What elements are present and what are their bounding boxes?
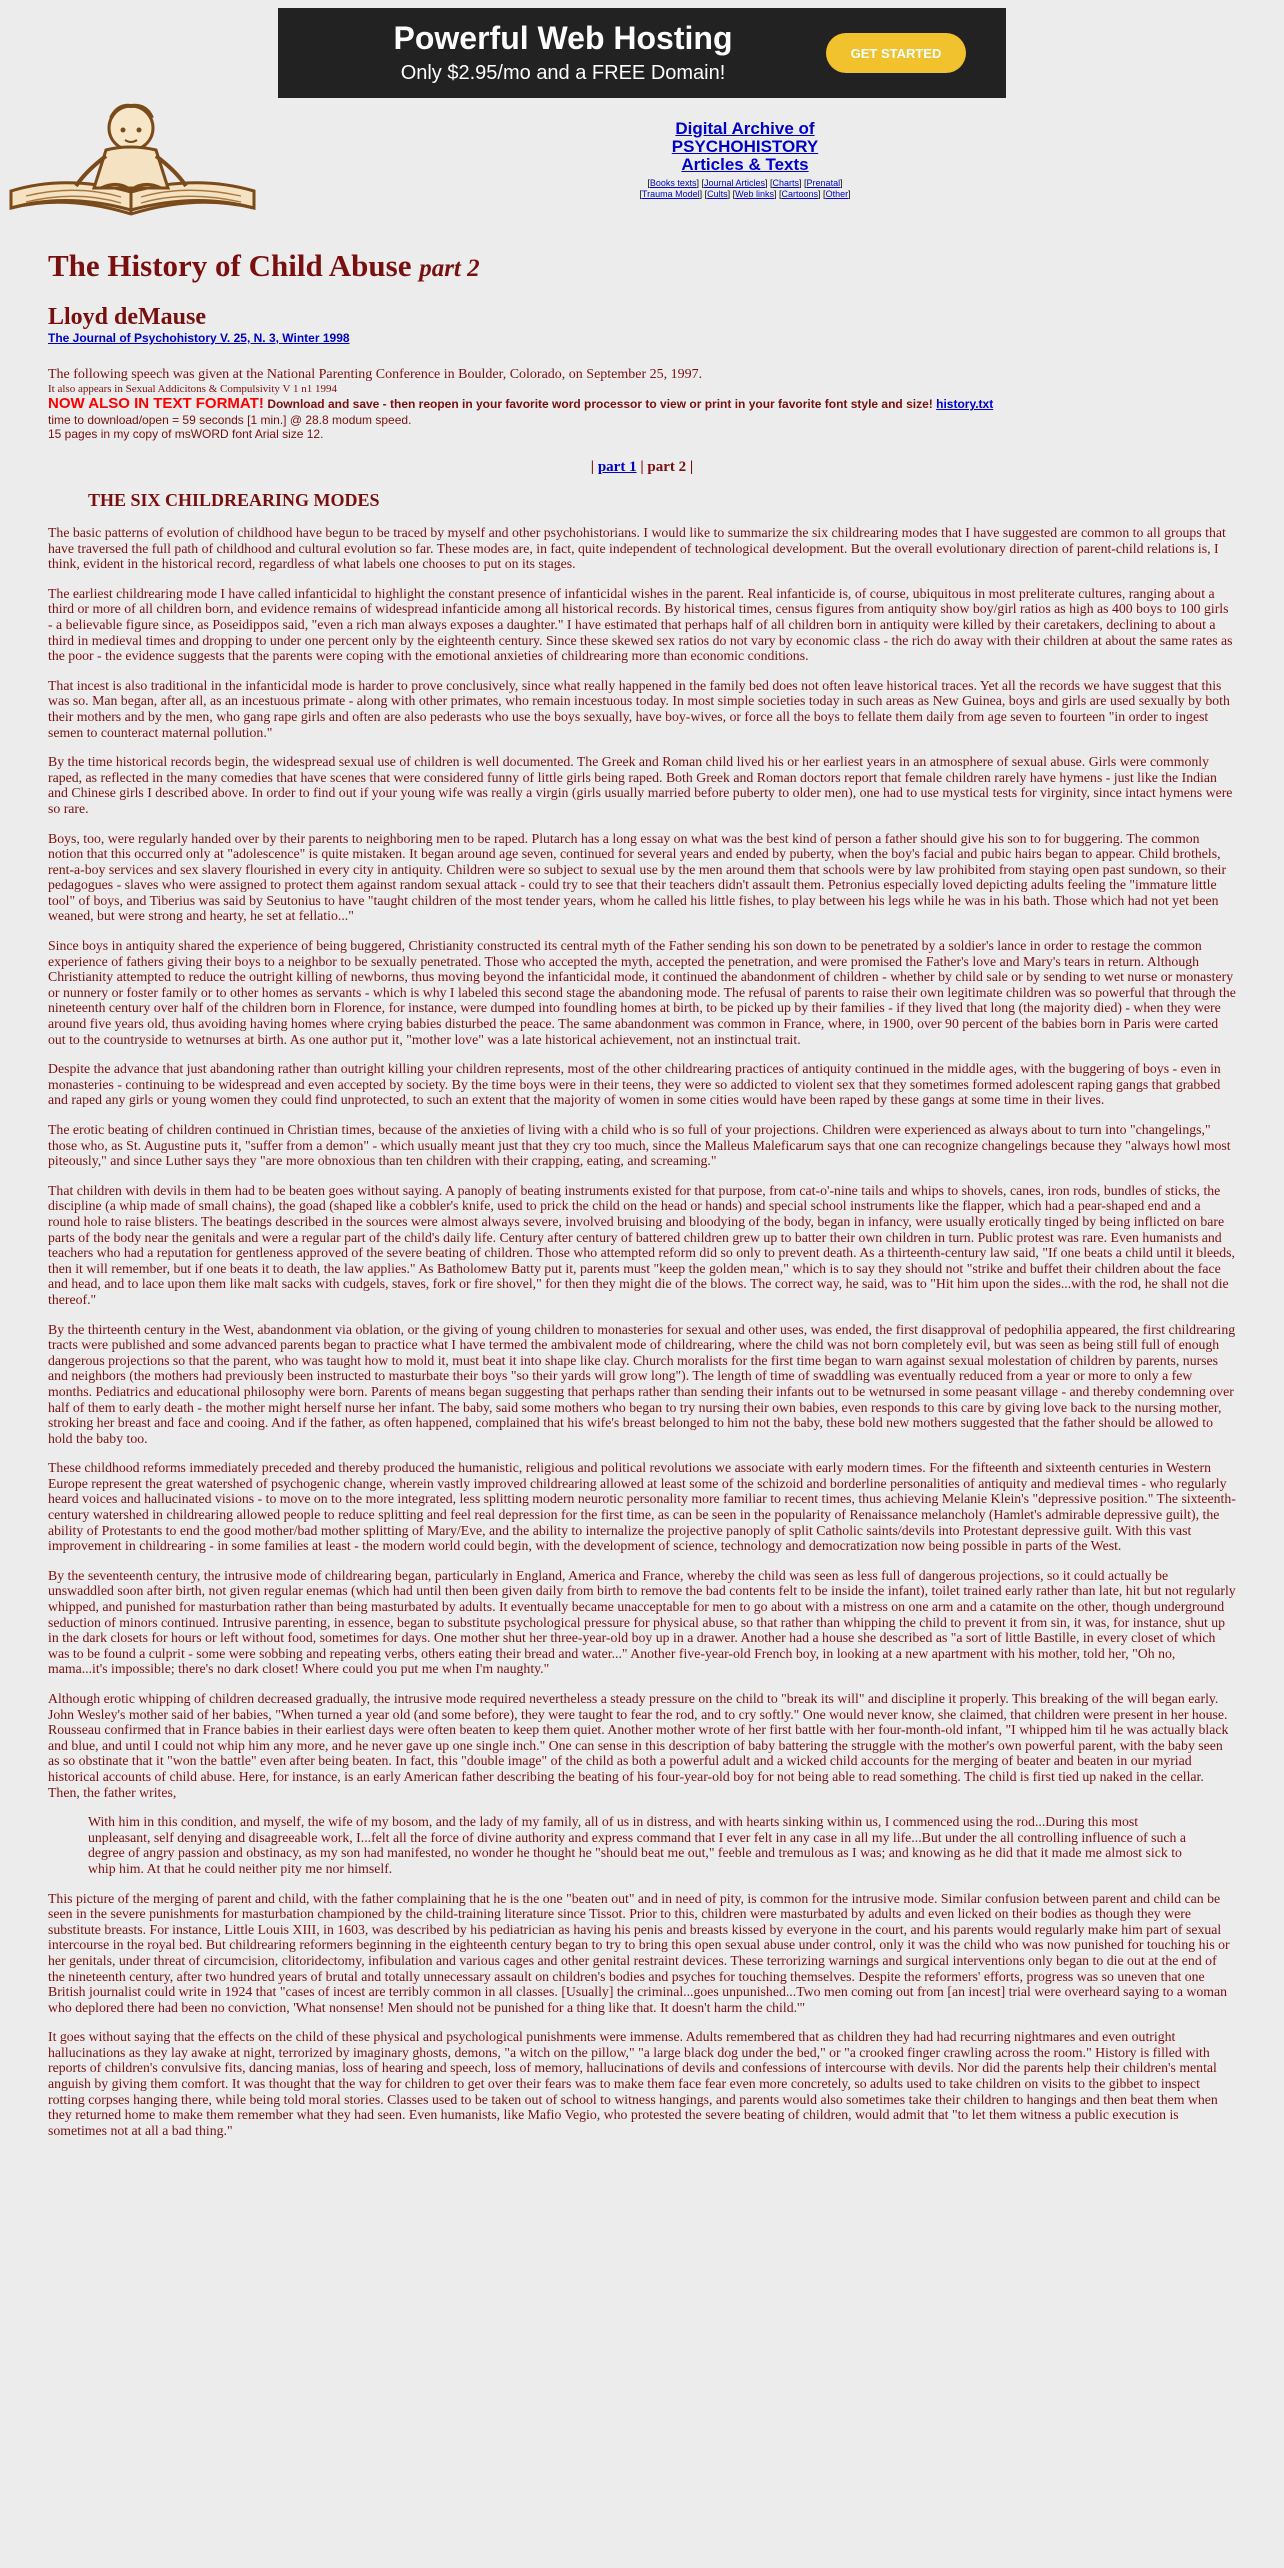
paragraph: By the thirteenth century in the West, abandonment via oblation, or the giving of young children to monasteries for sexual and other uses, was ended, the first disapproval of pedophilia appeared, the first childrearing tracts were published and some advanced parents began to practice what I have termed the ambivalent mode of childrearing, where the child was not born completely evil, but was seen as being still full of enough dangerous projections so that the parent, who was taught how to mold it, must beat it into shape like clay. Church moralists for the first time began to warn against sexual molestation of children by parents, nurses and neighbors (the mothers had previously been instructed to masturbate their boys "so their yards will grow long"). The length of time of swaddling was eventually reduced from a year or more to only a few months. Pediatrics and educational philosophy were born. Parents of means began suggesting that perhaps rather than sending their infants out to be wetnursed in some peasant village - and thereby condemning over half of them to early death - the mother might herself nurse her infant. The baby, said some mothers who began to try nursing their own babies, even responds to this care by giving love back to the nursing mother, stroking her breast and face and cooing. And if the father, as often happened, complained that his wife's breast belonged to him not the baby, these bold new mothers suggested that the father should be allowed to hold the baby too.: [48, 1321, 1236, 1446]
ad-title: Powerful Web Hosting: [393, 20, 733, 56]
archive-header: [600, 120, 890, 200]
journal-link[interactable]: The Journal of Psychohistory V. 25, N. 3, Winter 1998: [48, 331, 350, 345]
paragraph: By the seventeenth century, the intrusive mode of childrearing began, particularly in England, America and France, whereby the child was seen as less full of dangerous projections, so it could actually be unswaddled soon after birth, not given regular enemas (which had until then been given daily from birth to remove the bad contents felt to be inside the infant), toilet trained early rather than late, hit but not regularly whipped, and punished for masturbation rather than being masturbated by adults. It eventually became unacceptable for men to go about with a mistress on one arm and a catamite on the other, though underground seduction of minors continued. Intrusive parenting, in essence, began to substitute psychological pressure for physical abuse, so that rather than whipping the child to prevent it from sin, it was, for instance, shut up in the dark closets for hours or left without food, sometimes for days. One mother shut her three-year-old boy up in a drawer. Another had a house she described as "a sort of little Bastille, in every closet of which was to be found a culprit - some were sobbing and repeating verbs, others eating their bread and water..." Another five-year-old French boy, in looking at a new apartment with his mother, told her, "Oh no, mama...it's impossible; there's no dark closet! Where could you put me when I'm naughty.": [48, 1567, 1236, 1677]
paragraph: That incest is also traditional in the infanticidal mode is harder to prove conclusively, since what really happened in the family bed does not often leave historical traces. Yet all the records we have suggest that this was so. Man began, after all, as an incestuous primate - along with other primates, who remain incestuous today. In most simple societies today in such areas as New Guinea, boys and girls are used sexually by both their mothers and by the men, who gang rape girls and often are also pederasts who use the boys sexually, have boy-wives, or force all the boys to fellate them daily from age seven to fourteen "in order to ingest semen to counteract maternal pollution.": [48, 677, 1230, 740]
reading-child-logo: [6, 96, 260, 226]
nav-web-links[interactable]: Web links: [735, 189, 774, 199]
archive-link-line2[interactable]: PSYCHOHISTORY: [671, 137, 819, 156]
title-text: The History of Child Abuse: [48, 248, 412, 283]
paragraph: Since boys in antiquity shared the experience of being buggered, Christianity constructed its central myth of the Father sending his son down to be penetrated by a soldier's lance in order to restage the common experience of fathers giving their boys to a neighbor to be sexually penetrated. Those who accepted the myth, accepted the penetration, and were promised the Father's love and Mary's tears in return. Although Christianity attempted to reduce the outright killing of newborns, thus moving beyond the infanticidal mode, it continued the abandonment of children - whether by child sale or by sending to wet nurse or monastery or nunnery or foster family or to other homes as servants - which is why I labeled this second stage the abandoning mode. The refusal of parents to raise their own legitimate children was so powerful that through the nineteenth century over half of the children born in Florence, for instance, were dumped into foundling homes at birth, to be picked up by their families - if they lived that long (the majority died) - when they were around five years old, thus avoiding having homes where crying babies disturbed the peace. The same abandonment was common in France, where, in 1900, over 90 percent of the babies born in Paris were carted out to the countryside to wetnurses at birth. As one author put it, "mother love" was a late historical achievement, not an instinctual trait.: [48, 938, 1236, 1047]
paragraph: By the time historical records begin, the widespread sexual use of children is well documented. The Greek and Roman child lived his or her earliest years in an atmosphere of sexual abuse. Girls were commonly raped, as reflected in the many comedies that have scenes that were considered funny of little girls being raped. Both Greek and Roman doctors report that female children rarely have hymens - just like the Indian and Chinese girls I described above. In order to find out if your young wife was really a virgin (girls usually married before puberty to older men), one had to use mystical tests for virginity, since intact hymens were so rare.: [48, 754, 1233, 816]
ad-subtitle: Only $2.95/mo and a FREE Domain!: [400, 62, 726, 84]
paragraph: This picture of the merging of parent and child, with the father complaining that he is the one "beaten out" and in need of pity, is common for the intrusive mode. Similar confusion between parent and child can be seen in the severe punishments for masturbation championed by the child-training literature since Tissot. Prior to this, children were masturbated by adults and even licked on their bodies as though they were substitute breasts. For instance, Little Louis XIII, in 1603, was described by his pediatrician as having his penis and breasts kissed by everyone in the court, and his parents would regularly make him part of sexual intercourse in the royal bed. But childrearing reformers beginning in the eighteenth century began to try to bring this open sexual abuse under control, only it was the child who was now punished for touching his or her genitals, under threat of circumcision, clitoridectomy, infibulation and various cages and other genital restraint devices. These terrorizing warnings and surgical interventions only began to die out at the end of the nineteenth century, after two hundred years of brutal and totally unnecessary assault on children's bodies and psyches for touching themselves. Despite the reformers' efforts, progress was so uneven that one British journalist could write in 1924 that "cases of incest are terribly common in all classes. [Usually] the criminal...goes unpunished...Two men coming out from [an incest] trial were overheard saying to a woman who deplored there had been no conviction, 'What nonsense! Men should not be punished for a thing like that. It doesn't harm the child.'": [48, 1890, 1230, 2015]
paragraph: Boys, too, were regularly handed over by their parents to neighboring men to be raped. Plutarch has a long essay on what was the best kind of person a father should give his son to for buggering. The common notion that this occurred only at "adolescence" is quite mistaken. It began around age seven, continued for several years and ended by puberty, when the boy's facial and pubic hairs began to appear. Child brothels, rent-a-boy services and sex slavery flourished in every city in antiquity. Children were so subject to sexual use by the men around them that schools were by law prohibited from staying open past sundown, so their pedagogues - slaves who were assigned to protect them against random sexual attack - could try to see that their teachers didn't assault them. Petronius especially loved depicting adults feeling the "immature little tool" of boys, and Tiberius was said by Seutonius to have "taught children of the most tender years, whom he called his little fishes, to play between his legs while he was in his bath. Those which had not yet been weaned, but were strong and hearty, he set at fellatio...": [48, 830, 1227, 924]
download-time: time to download/open = 59 seconds [1 min.] @ 28.8 modum speed.: [48, 413, 412, 427]
download-txt-link[interactable]: history.txt: [936, 397, 994, 411]
nav-charts[interactable]: Charts: [772, 178, 800, 188]
nav-prenatal[interactable]: Prenatal: [806, 178, 841, 188]
part1-link[interactable]: part 1: [597, 459, 637, 475]
paragraph: It goes without saying that the effects on the child of these physical and psychological punishments were immense. Adults remembered that as children they had had recurring nightmares and even outright hallucinations as they lay awake at night, terrorized by imaginary ghosts, demons, "a witch on the pillow," "a large black dog under the bed," or "a crooked finger crawling across the room." History is filled with reports of children's convulsive fits, dancing manias, loss of hearing and speech, loss of memory, hallucinations of devils and confessions of intercourse with devils. Nor did the parents help their children's mental anguish by giving them comfort. It was thought that the way for children to get over their fears was to make them face fear even more concretely, so adults used to take children on visits to the gibbet to inspect rotting corpses hanging there, while being told moral stories. Classes used to be taken out of school to witness hangings, and parents would also sometimes take their children to hangings and then beat them when they returned home to make them remember what they had seen. Even humanists, like Mafio Vegio, who protested the severe beating of children, would admit that "to let them witness a public execution is sometimes not at all a bad thing.": [48, 2029, 1218, 2138]
nav-cartoons[interactable]: Cartoons: [781, 189, 819, 199]
article-content: [48, 240, 1236, 2152]
nav-other[interactable]: Other: [825, 189, 849, 199]
block-quote: With him in this condition, and myself, the wife of my bosom, and the lady of my family, all of us in distress, and with hearts sinking within us, I commenced using the rod...During this most unpleasant, self denying and disagreeable work, I...felt all the force of divine authority and express command that I ever felt in any case in all my life...But under the all controlling influence of such a degree of angry passion and obstinacy, as my son had manifested, no wonder he thought he "should beat me out," feeble and tremulous as I was; and knowing as he did that it made me almost sick to whip him. At that he could neither pity me nor himself.: [88, 1814, 1187, 1876]
download-note: Download and save - then reopen in your favorite word processor to view or print in your favorite font style and size!: [267, 397, 933, 411]
ad-banner[interactable]: [278, 8, 1006, 98]
text-format-notice: NOW ALSO IN TEXT FORMAT!: [48, 395, 264, 412]
archive-link-line3[interactable]: Articles & Texts: [681, 155, 809, 174]
nav-cults[interactable]: Cults: [707, 189, 728, 199]
intro-block: [48, 367, 1236, 441]
get-started-button[interactable]: GET STARTED: [826, 33, 966, 73]
part2-current: part 2: [647, 459, 687, 475]
section-heading: THE SIX CHILDREARING MODES: [88, 490, 380, 510]
nav-books-texts[interactable]: Books texts: [649, 178, 697, 188]
paragraph: Although erotic whipping of children decreased gradually, the intrusive mode required nevertheless a steady pressure on the child to "break its will" and discipline it properly. This breaking of the will began early. John Wesley's mother said of her babies, "When turned a year old (and some before), they were taught to fear the rod, and to cry softly." One would never know, she claimed, that children were present in her house. Rousseau confirmed that in France babies in their earliest days were often beaten to keep them quiet. Another mother wrote of her first battle with her four-month-old infant, "I whipped him til he was actually black and blue, and until I could not whip him any more, and he never gave up one single inch." One can sense in this description of baby battering the struggle with the mother's own powerful parent, with the baby seen as so obstinate that it "won the battle" even after being beaten. In fact, this "double image" of the child as both a powerful adult and a wicked child accounts for the merging of beater and beaten in our myriad historical accounts of child abuse. Here, for instance, is an early American father describing the beating of his four-year-old boy for not being able to read something. The child is first tied up naked in the cellar. Then, the father writes,: [48, 1691, 1229, 1800]
paragraph: The erotic beating of children continued in Christian times, because of the anxieties of living with a child who is so full of your projections. Children were experienced as always about to turn into "changelings," those who, as St. Augustine puts it, "suffer from a demon" - which usually meant just that they cry too much, since the Malleus Maleficarum says that one can recognize changelings because they "always howl most piteously," and since Luther says they "are more obnoxious than ten children with their crapping, eating, and screaming.": [48, 1122, 1231, 1169]
author-name: Lloyd deMause: [48, 304, 207, 330]
article-title: [48, 248, 1236, 284]
archive-nav-links: [Books texts] [Journal Articles] [Charts] [Prenatal] [Trauma Model] [Cults] [Web links] [Cartoons] [Other]: [639, 178, 851, 199]
speech-note: The following speech was given at the National Parenting Conference in Boulder, Colorado, on September 25, 1997.: [48, 367, 703, 382]
nav-journal-articles[interactable]: Journal Articles: [703, 178, 765, 188]
paragraph: These childhood reforms immediately preceded and thereby produced the humanistic, religious and political revolutions we associate with early modern times. For the fifteenth and sixteenth centuries in Western Europe represent the great watershed of psychogenic change, wherein vastly improved childrearing allowed at least some of the schizoid and borderline personalities of antiquity and medieval times - who regularly heard voices and hallucinated visions - to move on to the more integrated, less splitting modern neurotic personality more familiar to recent times, thus achieving Melanie Klein's "depressive position." The sixteenth-century watershed in childrearing allowed people to reduce splitting and feel real depression for the first time, as can be seen in the popularity of Renaissance melancholy (Hamlet's admirable depressive guilt), the ability of Protestants to end the good mother/bad mother splitting of Mary/Eve, and the ability to internalize the projective panoply of split Catholic saints/devils into Protestant depressive guilt. With this vast improvement in childrearing - in some families at least - the modern world could begin, with the development of science, technology and democratization now being possible in parts of the West.: [48, 1460, 1236, 1554]
paragraph: The earliest childrearing mode I have called infanticidal to highlight the constant presence of infanticidal wishes in the parent. Real infanticide is, of course, ubiquitous in most preliterate cultures, ranging about a third or more of all children born, and evidence remains of widespread infanticide among all historical records. By historical times, census figures from antiquity show boy/girl ratios as high as 400 boys to 100 girls - a believable figure since, as Poseidippos said, "even a rich man always exposes a daughter." I have estimated that perhaps half of all children born in antiquity were killed by their caretakers, declining to about a third in medieval times and dropping to under one percent only by the eighteenth century. Since these skewed sex ratios do not vary by economic class - the rich do away with their children at about the same rates as the poor - the evidence suggests that the parents were coping with the emotional anxieties of childrearing more than economic conditions.: [48, 585, 1233, 664]
page-count: 15 pages in my copy of msWORD font Arial size 12.: [48, 427, 324, 441]
archive-link-line1[interactable]: Digital Archive of: [675, 119, 815, 138]
title-part: part 2: [419, 255, 480, 282]
part-navigation: | part 1 | part 2 |: [590, 459, 694, 475]
paragraph: Despite the advance that just abandoning rather than outright killing your children represents, most of the other childrearing practices of antiquity continued in the middle ages, with the buggering of boys - even in monasteries - continuing to be widespread and even accepted by society. By the time boys were in their teens, they were so addicted to violent sex that they sometimes formed adolescent raping gangs that grabbed and raped any girls or young women they could find unprotected, to such an extent that the majority of women in some cities would have been raped by these gangs at some time in their lives.: [48, 1061, 1221, 1108]
paragraph: That children with devils in them had to be beaten goes without saying. A panoply of beating instruments existed for that purpose, from cat-o'-nine tails and whips to shovels, canes, iron rods, bundles of sticks, the discipline (a whip made of small chains), the goad (shaped like a cobbler's knife, used to prick the child on the head or hands) and special school instruments like the flapper, which had a pear-shaped end and a round hole to raise blisters. The beatings described in the sources were almost always severe, involved bruising and bloodying of the body, began in infancy, were usually erotically tinged by being inflicted on bare parts of the body near the genitals and were a regular part of the child's daily life. Century after century of battered children grew up to batter their own children in turn. Public protest was rare. Even humanists and teachers who had a reputation for gentleness approved of the severe beating of children. Those who attempted reform did so only to prevent death. As a thirteenth-century law said, "If one beats a child until it bleeds, then it will remember, but if one beats it to death, the law applies." As Batholomew Batty put it, parents must "keep the golden mean," which is to say they should not "strike and buffet their children about the face and head, and to lace upon them like malt sacks with cudgels, staves, fork or fire shovel," for then they might die of the blows. The correct way, he said, was to "Hit him upon the sides...with the rod, he shall not die thereof.": [48, 1182, 1235, 1307]
also-appears-note: It also appears in Sexual Addicitons & Compulsivity V 1 n1 1994: [48, 383, 337, 395]
nav-trauma-model[interactable]: Trauma Model: [641, 189, 700, 199]
paragraph: The basic patterns of evolution of childhood have begun to be traced by myself and other psychohistorians. I would like to summarize the six childrearing modes that I have suggested are common to all groups that have traversed the full path of childhood and cultural evolution so far. These modes are, in fact, quite independent of technological development. But the overall evolutionary direction of parent-child relations is, I think, evident in the historical record, regardless of what labels one chooses to put on its stages.: [48, 525, 1226, 572]
